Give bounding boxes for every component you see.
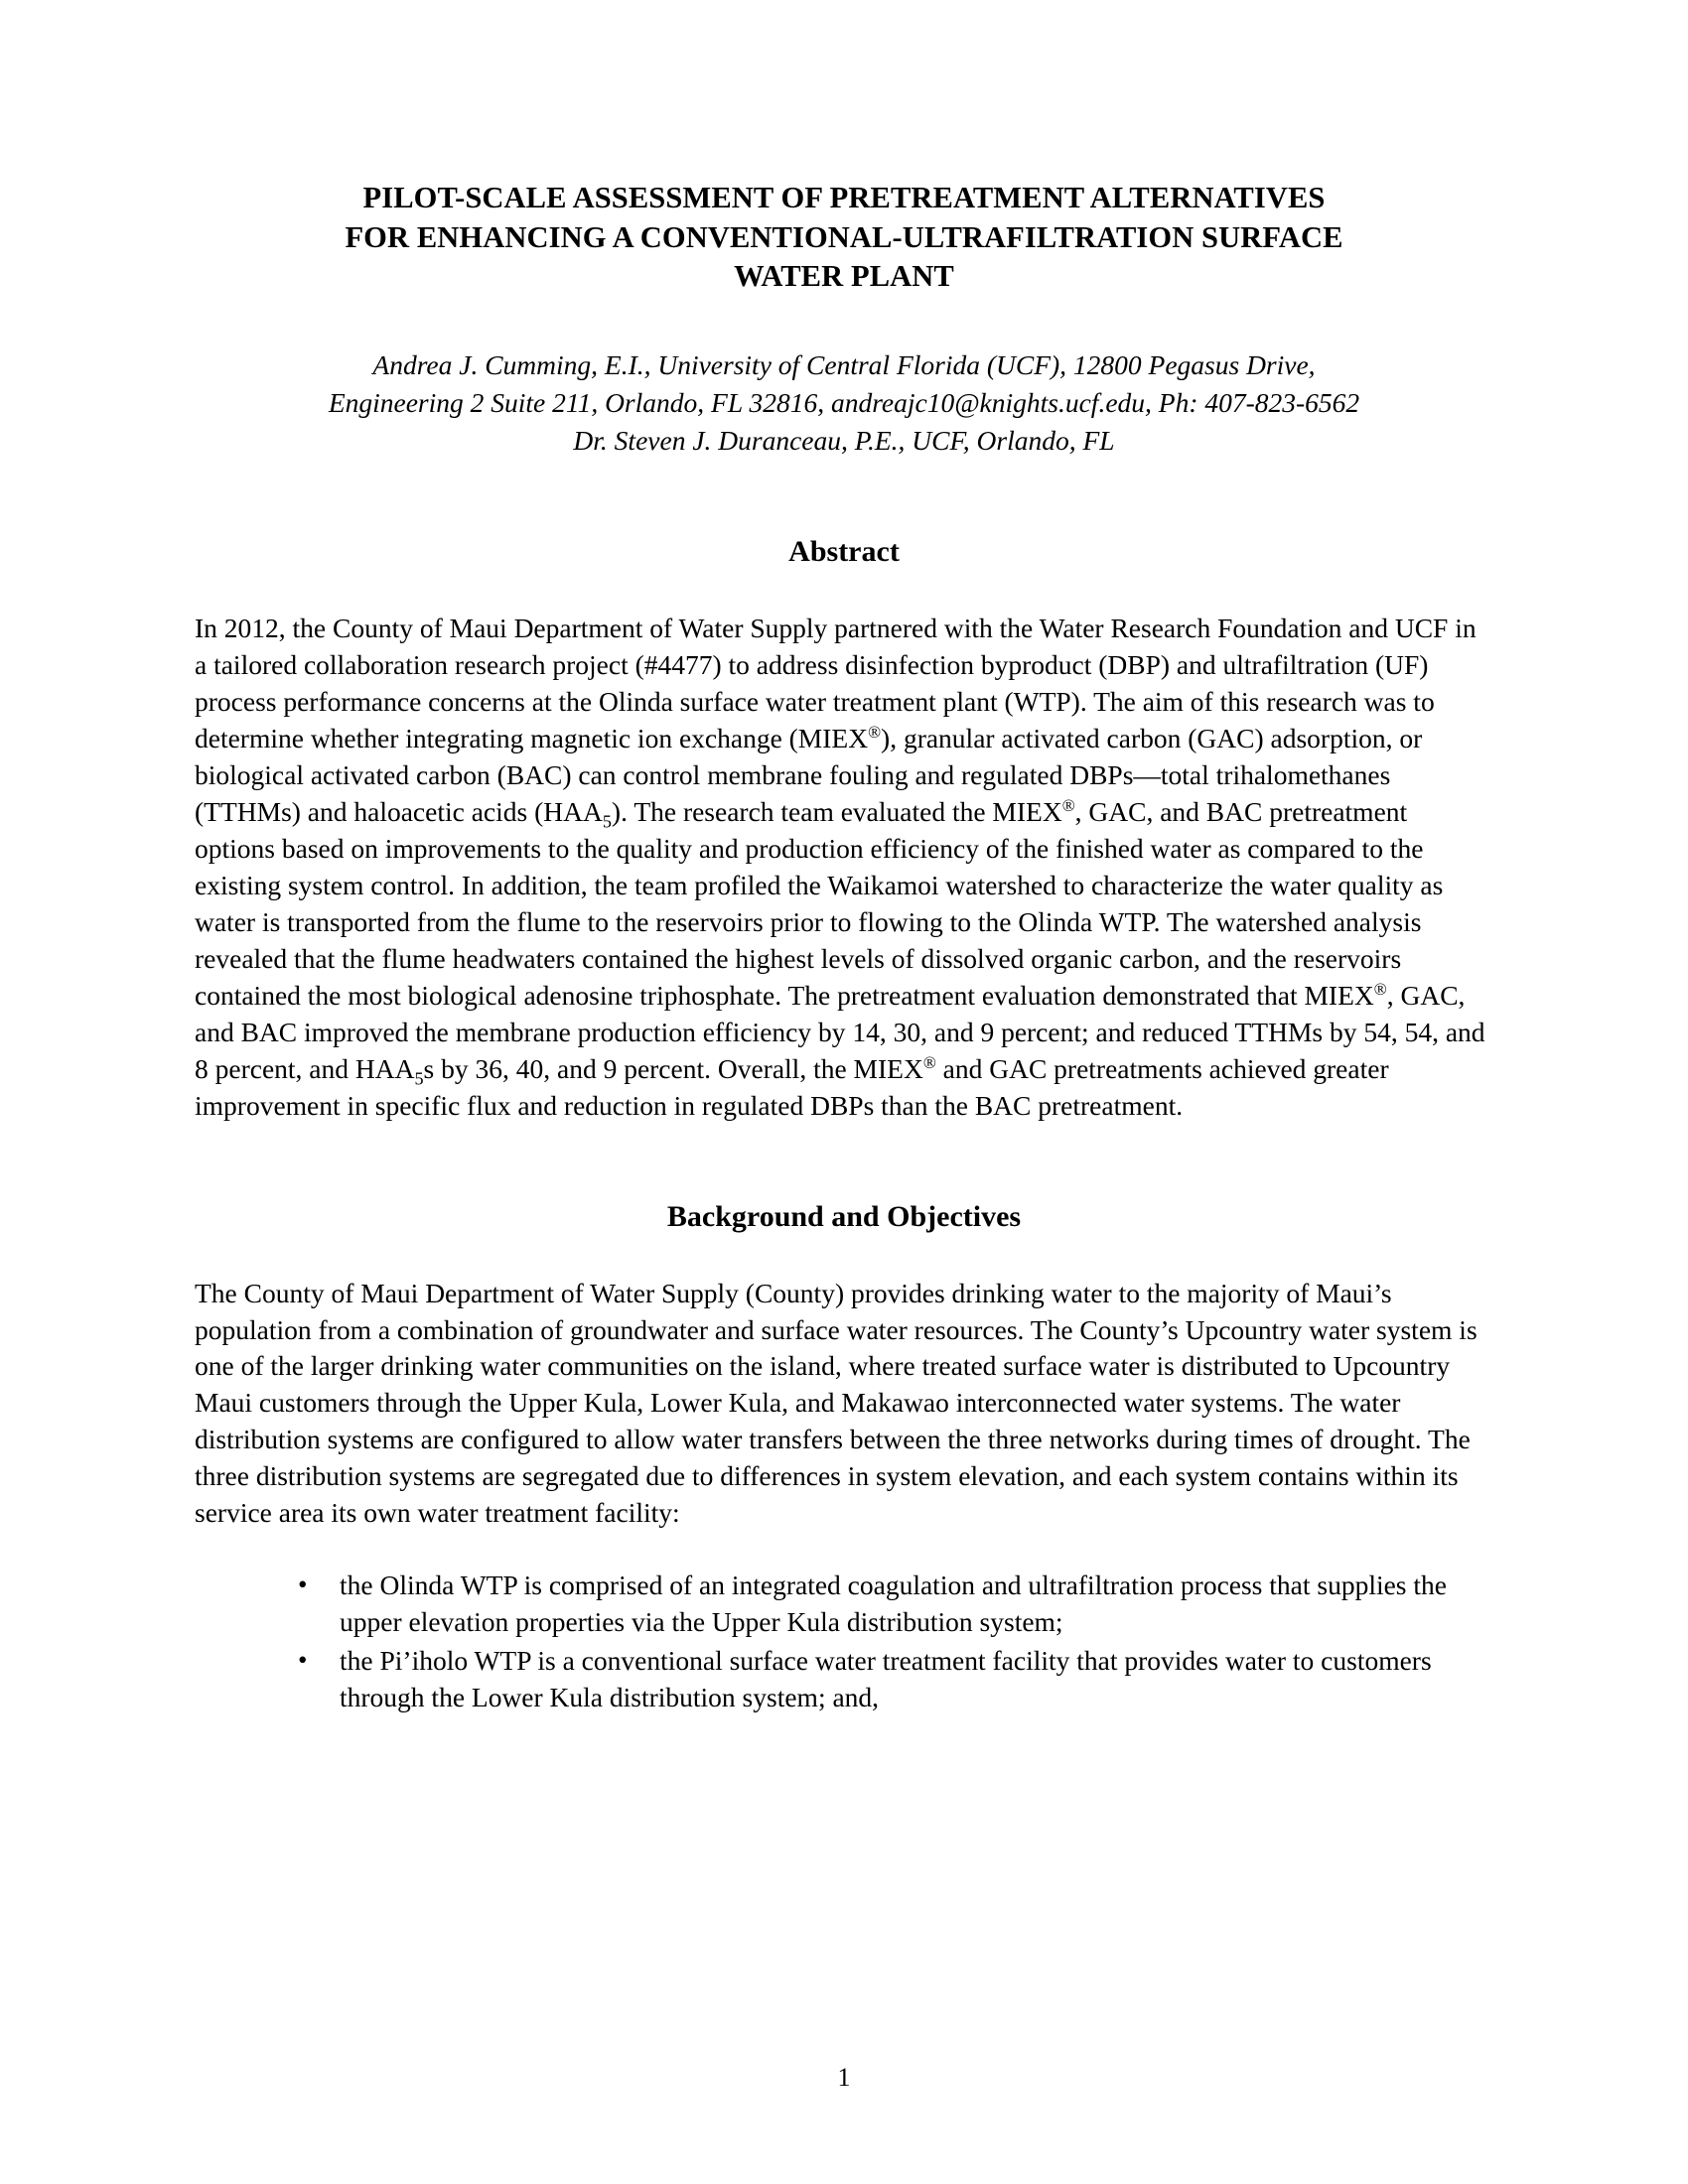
title-line-3: WATER PLANT (734, 259, 954, 294)
author-affiliation-block (195, 346, 1493, 460)
author-line-3: Dr. Steven J. Duranceau, P.E., UCF, Orlando, FL (573, 424, 1115, 456)
page-number: 1 (837, 2063, 851, 2092)
background-heading: Background and Objectives (666, 1199, 1022, 1233)
author-line-2: Engineering 2 Suite 211, Orlando, FL 32816, andreajc10@knights.ucf.edu, Ph: 407-823-6562 (328, 386, 1360, 418)
abstract-paragraph: In 2012, the County of Maui Department of Water Supply partnered with the Water Research Foundation and UCF in a tailored collaboration research project (#4477) to address disinfection byproduct (DBP) and ultrafiltration (UF) process performance concerns at the Olinda surface water treatment plant (WTP). The aim of this research was to determine whether integrating magnetic ion exchange (MIEX®), granular activated carbon (GAC) adsorption, or biological activated carbon (BAC) can control membrane fouling and regulated DBPs—total trihalomethanes (TTHMs) and haloacetic acids $(HAA_5)$. The research team evaluated the MIEX®, GAC, and BAC pretreatment options based on improvements to the quality and production efficiency of the finished water as compared to the existing system control. In addition, the team profiled the Waikamoi watershed to characterize the water quality as water is transported from the flume to the reservoirs prior to flowing to the Olinda WTP. The watershed analysis revealed that the flume headwaters contained the highest levels of dissolved organic carbon, and the reservoirs contained the most biological adenosine triphosphate. The pretreatment evaluation demonstrated that MIEX®, GAC, and BAC improved the membrane production efficiency by 14, 30, and 9 percent; and reduced TTHMs by 54, 54, and 8 percent, and $HAA_5s$ by 36, 40, and 9 percent. Overall, the MIEX® and GAC pretreatments achieved greater improvement in specific flux and reduction in regulated DBPs than the BAC pretreatment. (195, 612, 1485, 1121)
facility-list (195, 1568, 1493, 1716)
list-item: • the Olinda WTP is comprised of an integrated coagulation and ultrafiltration process that supplies the upper elevation properties via the Upper Kula distribution system; (290, 1568, 1493, 1641)
page-title (209, 179, 1479, 297)
title-line-2: FOR ENHANCING A CONVENTIONAL-ULTRAFILTRATION SURFACE (345, 219, 1343, 254)
list-item: • the Pi’iholo WTP is a conventional surface water treatment facility that provides water to customers through the Lower Kula distribution system; and, (290, 1643, 1493, 1716)
title-line-1: PILOT-SCALE ASSESSMENT OF PRETREATMENT ALTERNATIVES (362, 181, 1326, 214)
background-paragraph: The County of Maui Department of Water Supply (County) provides drinking water to the majority of Maui’s population from a combination of groundwater and surface water resources. The County’s Upcountry water system is one of the larger drinking water communities on the island, where treated surface water is distributed to Upcountry Maui customers through the Upper Kula, Lower Kula, and Makawao interconnected water systems. The water distribution systems are configured to allow water transfers between the three networks during times of drought. The three distribution systems are segregated due to differences in system elevation, and each system contains within its service area its own water treatment facility: (195, 1277, 1477, 1529)
author-line-1: Andrea J. Cumming, E.I., University of Central Florida (UCF), 12800 Pegasus Drive, (372, 348, 1316, 380)
abstract-heading: Abstract (788, 534, 900, 568)
